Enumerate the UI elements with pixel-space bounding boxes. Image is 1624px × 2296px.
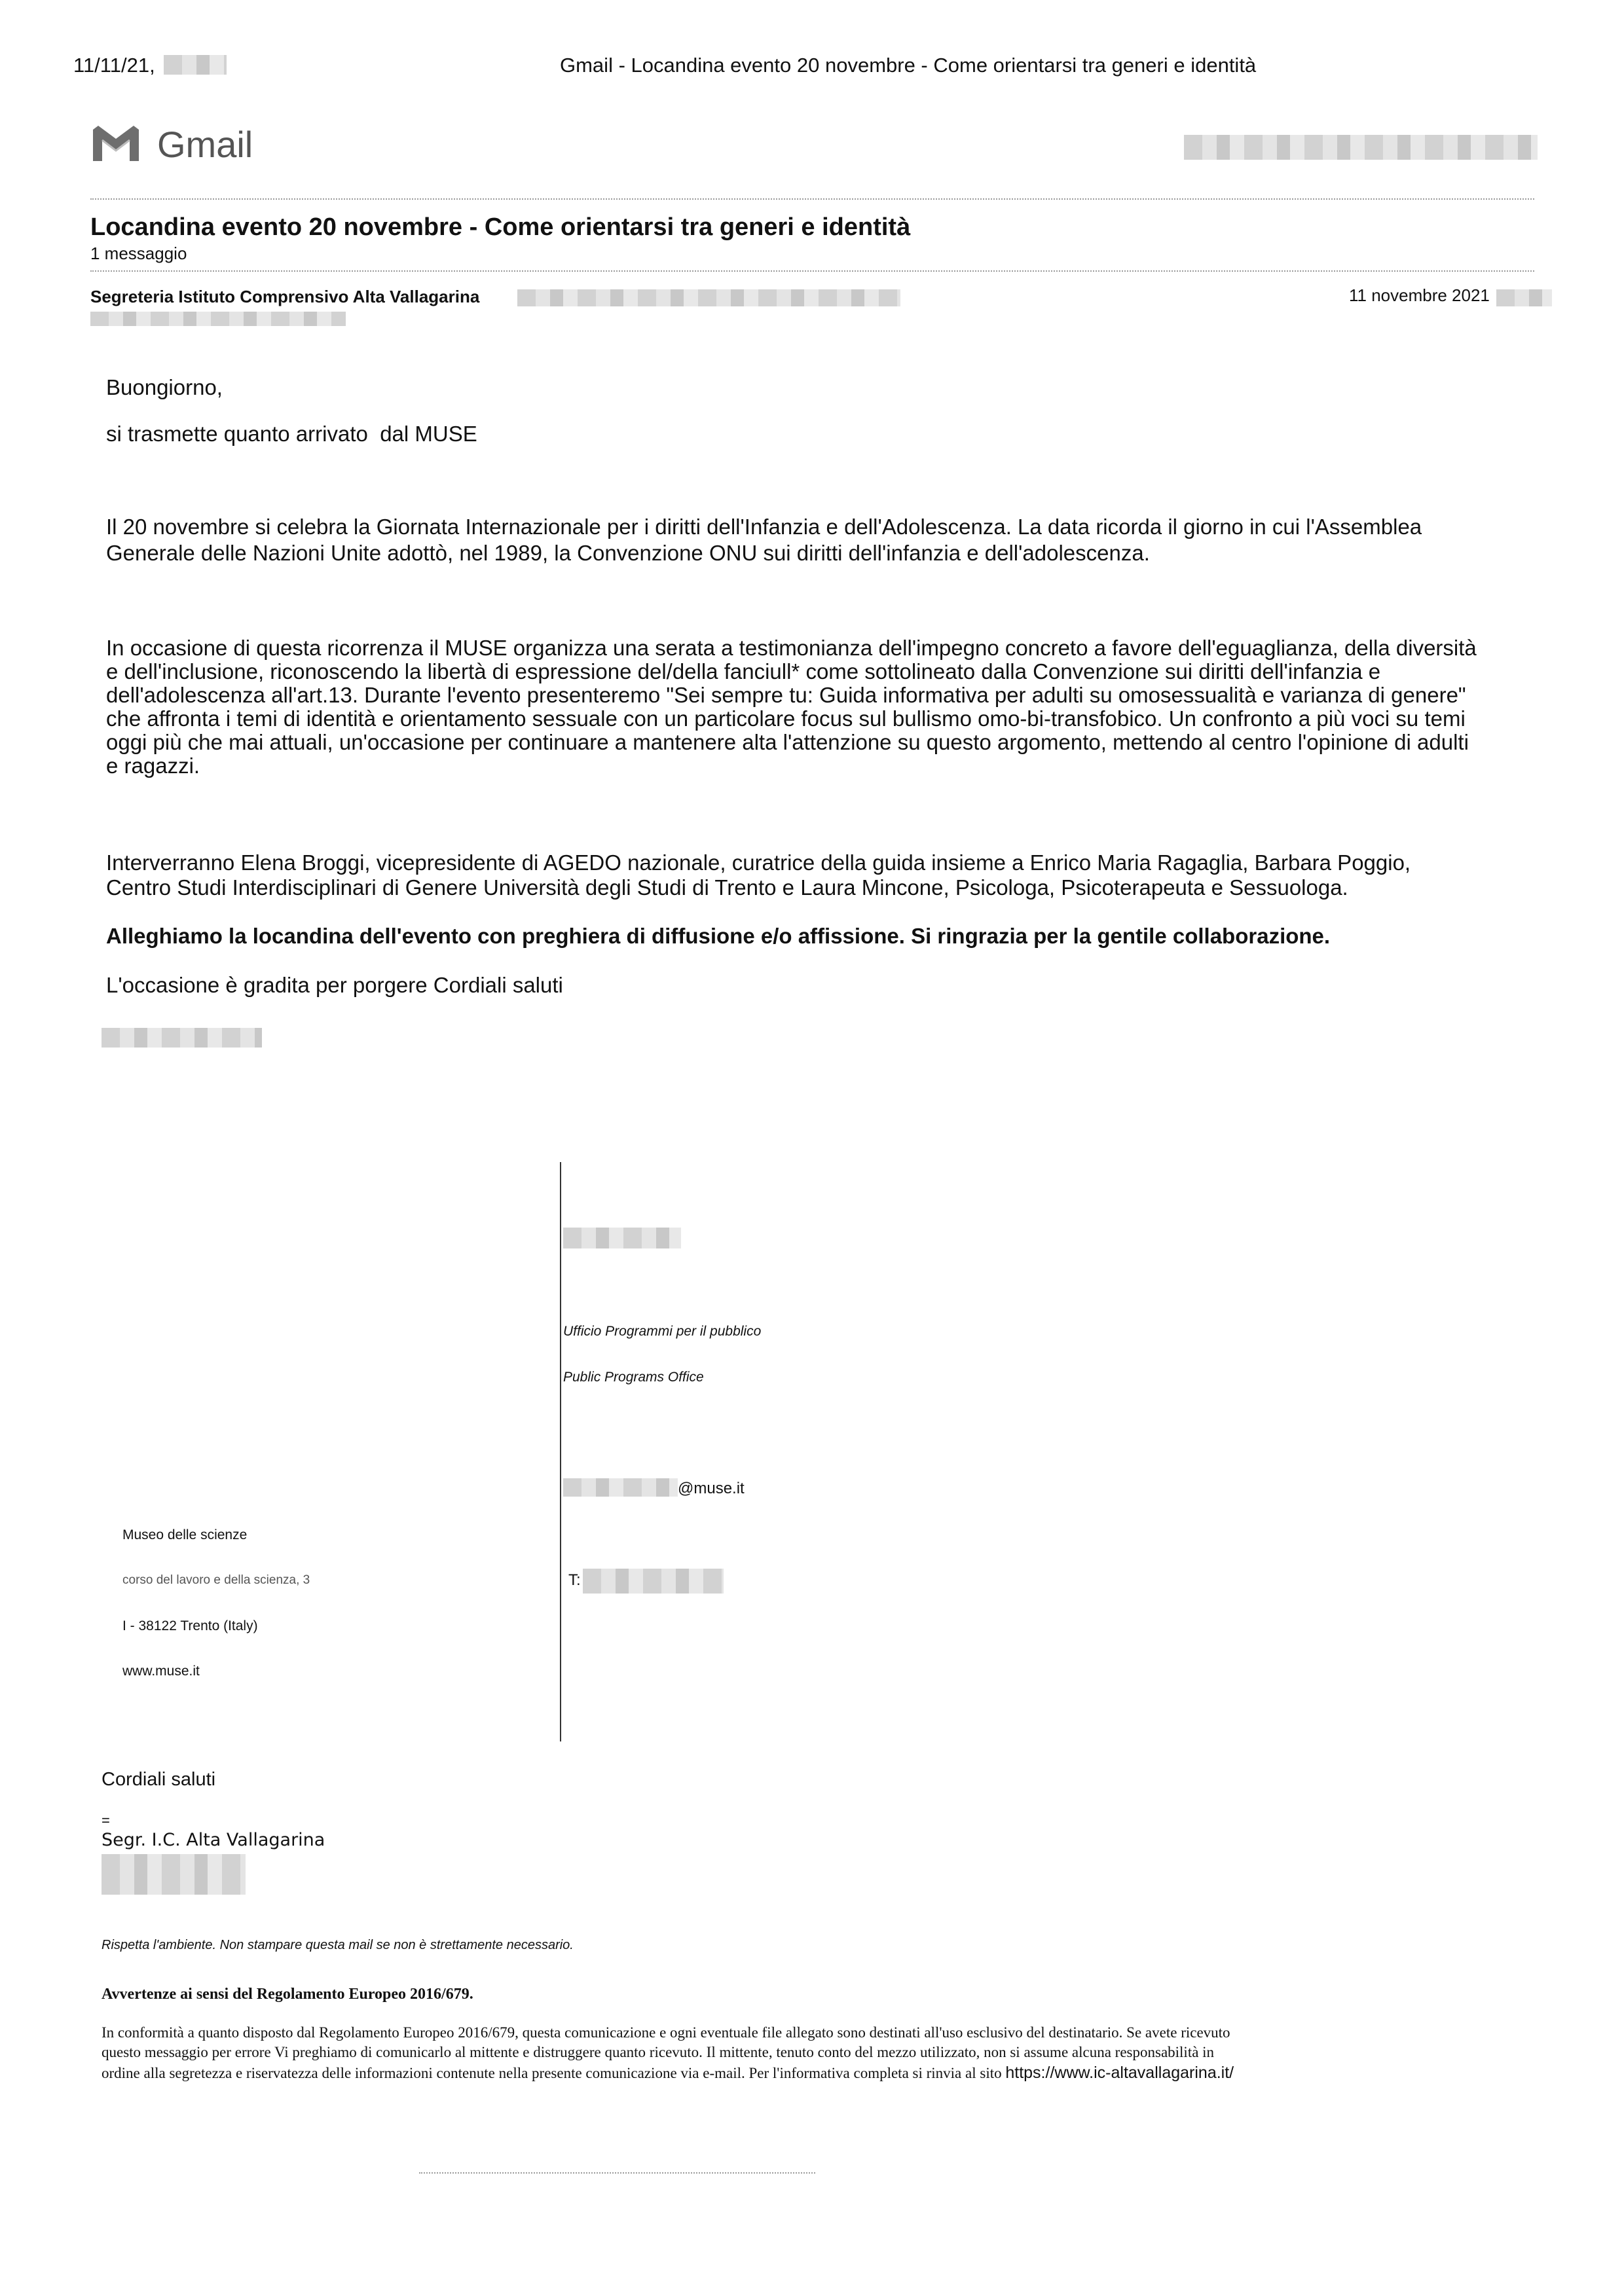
gdpr-line: In conformità a quanto disposto dal Regolamento Europeo 2016/679, questa comunicazione e ogni eventuale file allegato sono destinati all'uso esclusivo del destinatario. Se avete ricevuto bbox=[101, 2024, 1230, 2041]
gmail-logo-icon bbox=[90, 124, 141, 162]
email-date: 11 novembre 2021 bbox=[1349, 285, 1490, 305]
redacted-sender-email bbox=[517, 289, 900, 306]
bold-request: Alleghiamo la locandina dell'evento con preghiera di diffusione e/o affissione. Si ringrazia per la gentile collaborazione. bbox=[106, 924, 1331, 948]
museum-name: Museo delle scienze bbox=[122, 1527, 248, 1542]
paragraph-2-line: che affronta i temi di identità e orientamento sessuale con un particolare focus sul bullismo omo-bi-transfobico. Un confronto a più voci su temi bbox=[106, 706, 1466, 731]
paragraph-2-line: e dell'inclusione, riconoscendo la libertà di espressione del/della fanciull* come sottolineato dalla Convenzione sui diritti dell'infanzia e bbox=[106, 659, 1381, 683]
sender-name: Segreteria Istituto Comprensivo Alta Vallagarina bbox=[90, 287, 480, 306]
muse-email-domain: @muse.it bbox=[678, 1480, 745, 1497]
paragraph-3-line: Interverranno Elena Broggi, vicepresidente di AGEDO nazionale, curatrice della guida insieme a Enrico Maria Ragaglia, Barbara Poggio, bbox=[106, 850, 1411, 875]
school-greeting: Cordiali saluti bbox=[101, 1769, 216, 1790]
intro-line: si trasmette quanto arrivato dal MUSE bbox=[106, 422, 477, 446]
message-count: 1 messaggio bbox=[90, 244, 187, 263]
redacted-staff-name bbox=[101, 1854, 246, 1895]
redacted-contact-name bbox=[563, 1228, 681, 1248]
paragraph-2-line: In occasione di questa ricorrenza il MUSE organizza una serata a testimonianza dell'impegno concreto a favore dell'eguaglianza, della diversità bbox=[106, 636, 1477, 660]
subject-divider bbox=[90, 270, 1534, 272]
muse-phone-label: T: bbox=[568, 1571, 581, 1589]
header-divider bbox=[90, 198, 1534, 200]
paragraph-2-line: e ragazzi. bbox=[106, 754, 200, 778]
email-subject: Locandina evento 20 novembre - Come orientarsi tra generi e identità bbox=[90, 213, 911, 241]
closing-line: L'occasione è gradita per porgere Cordiali saluti bbox=[106, 973, 563, 997]
print-date: 11/11/21, bbox=[73, 54, 155, 77]
paragraph-2-line: dell'adolescenza all'art.13. Durante l'evento presenteremo "Sei sempre tu: Guida informativa per adulti su omosessualità e varianza di genere" bbox=[106, 683, 1466, 707]
museum-website: www.muse.it bbox=[122, 1664, 200, 1679]
muse-office-it: Ufficio Programmi per il pubblico bbox=[563, 1324, 762, 1339]
signature-separator: = bbox=[101, 1812, 110, 1829]
redacted-recipient bbox=[90, 312, 346, 326]
gmail-wordmark: Gmail bbox=[157, 124, 253, 165]
paragraph-1-line: Il 20 novembre si celebra la Giornata Internazionale per i diritti dell'Infanzia e dell'Adolescenza. La data ricorda il giorno in cui l'Assemblea bbox=[106, 515, 1422, 539]
signature-divider bbox=[560, 1162, 561, 1741]
gdpr-text: ordine alla segretezza e riservatezza delle informazioni contenute nella presente comunicazione via e-mail. Per l'informativa completa si rinvia al sito bbox=[101, 2065, 1002, 2081]
redacted-forwarder-name bbox=[101, 1028, 262, 1048]
greeting: Buongiorno, bbox=[106, 375, 223, 399]
school-signature-name: Segr. I.C. Alta Vallagarina bbox=[101, 1830, 325, 1850]
museum-city: I - 38122 Trento (Italy) bbox=[122, 1618, 258, 1633]
redacted-print-user bbox=[164, 55, 227, 75]
environment-note: Rispetta l'ambiente. Non stampare questa mail se non è strettamente necessario. bbox=[101, 1938, 574, 1952]
paragraph-2-line: oggi più che mai attuali, un'occasione per continuare a mantenere alta l'attenzione su questo argomento, mettendo al centro l'opinione di adulti bbox=[106, 730, 1469, 754]
paragraph-1-line: Generale delle Nazioni Unite adottò, nel 1989, la Convenzione ONU sui diritti dell'infanzia e dell'adolescenza. bbox=[106, 541, 1150, 565]
redacted-account-email bbox=[1184, 135, 1538, 160]
gdpr-line bbox=[101, 2064, 1234, 2083]
gdpr-line: questo messaggio per errore Vi preghiamo di comunicarlo al mittente e distruggere quanto ricevuto. Il mittente, tenuto conto del mezzo utilizzato, non si assume alcuna responsabilità in bbox=[101, 2044, 1215, 2060]
print-title: Gmail - Locandina evento 20 novembre - Come orientarsi tra generi e identità bbox=[560, 54, 1257, 77]
museum-address: corso del lavoro e della scienza, 3 bbox=[122, 1573, 310, 1587]
redacted-time bbox=[1496, 289, 1552, 306]
gdpr-title: Avvertenze ai sensi del Regolamento Europeo 2016/679. bbox=[101, 1986, 473, 2003]
paragraph-3-line: Centro Studi Interdisciplinari di Genere Università degli Studi di Trento e Laura Mincone, Psicologa, Psicoterapeuta e Sessuologa. bbox=[106, 875, 1348, 900]
muse-office-en: Public Programs Office bbox=[563, 1370, 704, 1385]
redacted-phone bbox=[583, 1569, 724, 1594]
bottom-divider bbox=[419, 2172, 815, 2174]
school-website-link[interactable]: https://www.ic-altavallagarina.it/ bbox=[1005, 2064, 1234, 2082]
redacted-email-user bbox=[563, 1478, 678, 1497]
